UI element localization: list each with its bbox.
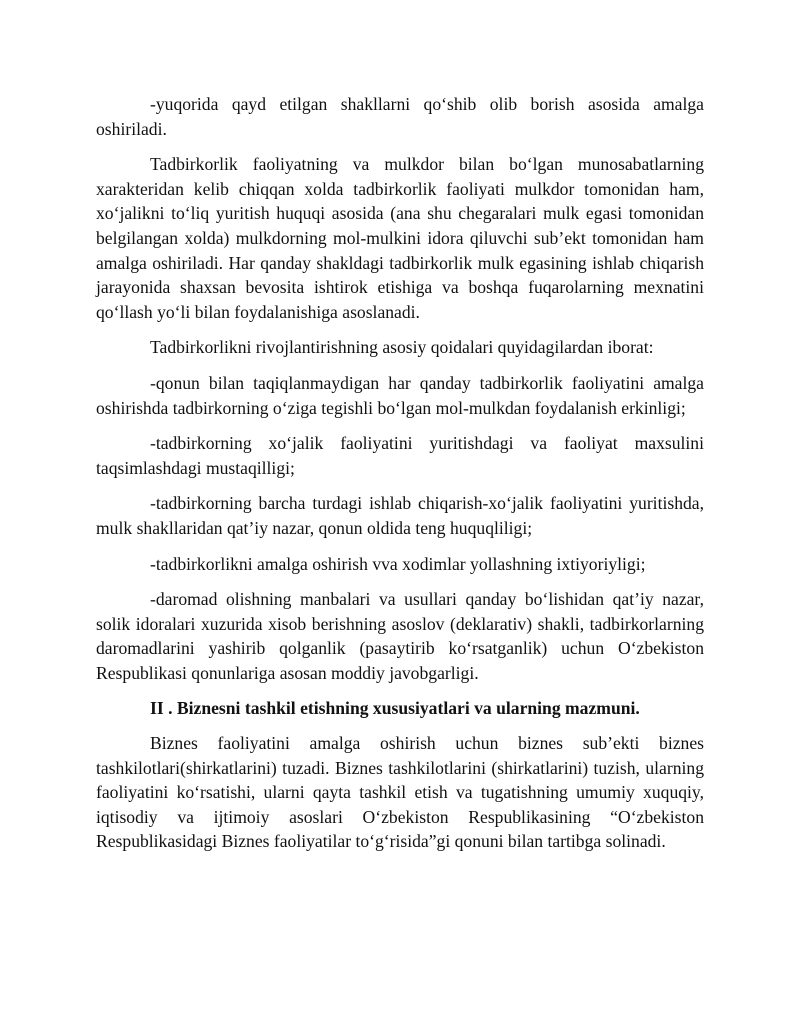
list-item-mustaqillik: -tadbirkorning xo‘jalik faoliyatini yuritishdagi va faoliyat maxsulini taqsimlashdagi mustaqilligi; [96, 433, 704, 478]
section-heading: II . Biznesni tashkil etishning xususiyatlari va ularning mazmuni. [150, 698, 640, 719]
paragraph-shakllar: -yuqorida qayd etilgan shakllarni qo‘shib olib borish asosida amalga oshiriladi. [96, 94, 704, 139]
paragraph-biznes-tashkilotlari: Biznes faoliyatini amalga oshirish uchun biznes sub’ekti biznes tashkilotlari(shirkatlarini) tuzadi. Biznes tashkilotlarini (shirkatlarini) tuzish, ularning faoliyatini ko‘rsatishi, ularni qayta tashkil etish va tugatishning umumiy xuquqiy, iqtisodiy va ijtimoiy asoslari O‘zbekiston Respublikasining “O‘zbekiston Respublikasidagi Biznes faoliyatilar to‘g‘risida”gi qonuni bilan tartibga solinadi. [96, 733, 704, 852]
list-item-javobgarlik: -daromad olishning manbalari va usullari qanday bo‘lishidan qat’iy nazar, solik idoralari xuzurida xisob berishning asoslov (deklarativ) shakli, tadbirkorlarning daromadlarini yashirib qolganlik (pasaytirib ko‘rsatganlik) uchun O‘zbekiston Respublikasi qonunlariga asosan moddiy javobgarligi. [96, 589, 704, 683]
list-item-teng-huquqlilik: -tadbirkorning barcha turdagi ishlab chiqarish-xo‘jalik faoliyatini yuritishda, mulk shakllaridan qat’iy nazar, qonun oldida teng huquqliligi; [96, 493, 704, 538]
list-item-erkinlik: -qonun bilan taqiqlanmaydigan har qanday tadbirkorlik faoliyatini amalga oshirishda tadbirkorning o‘ziga tegishli bo‘lgan mol-mulkdan foydalanish erkinligi; [96, 372, 704, 418]
document-page [96, 92, 704, 865]
paragraph-tadbirkorlik-faoliyati: Tadbirkorlik faoliyatning va mulkdor bilan bo‘lgan munosabatlarning xarakteridan kelib chiqqan xolda tadbirkorlik faoliyati mulkdor tomonidan ham, xo‘jalikni to‘liq yuritish huquqi asosida (ana shu chegaralari mulk egasi tomonidan belgilangan xolda) mulkdorning mol-mulkini idora qiluvchi sub’ekt tomonidan ham amalga oshiriladi. Har qanday shakldagi tadbirkorlik mulk egasining ishlab chiqarish jarayonida shaxsan bevosita ishtirok etishiga va boshqa fuqarolarning mexnatini qo‘llash yo‘li bilan foydalanishiga asoslanadi. [96, 154, 704, 322]
paragraph-asosiy-qoidalar: Tadbirkorlikni rivojlantirishning asosiy qoidalari quyidagilardan iborat: [150, 337, 654, 358]
list-item-ixtiyoriylik: -tadbirkorlikni amalga oshirish vva xodimlar yollashning ixtiyoriyligi; [150, 553, 646, 574]
